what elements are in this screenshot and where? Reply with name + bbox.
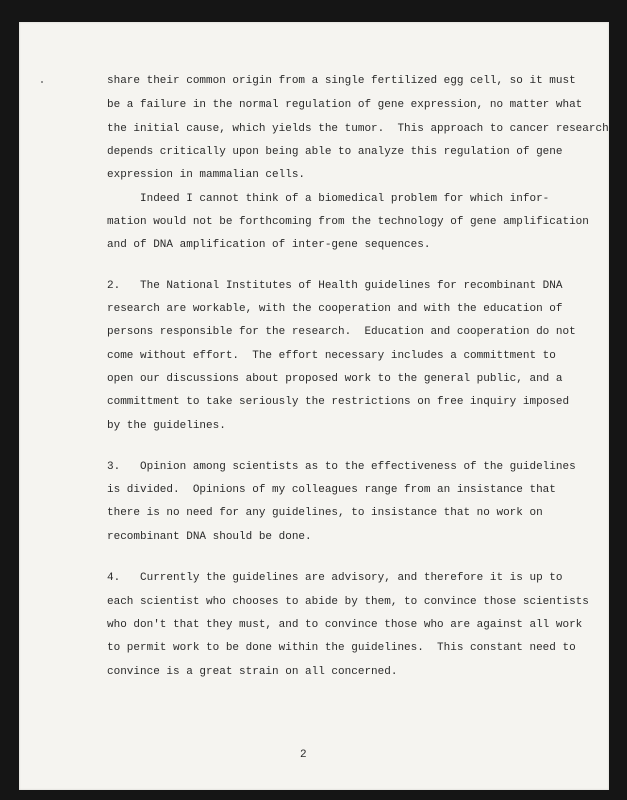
paragraph-2-line: by the guidelines.	[107, 420, 226, 432]
text-line: the initial cause, which yields the tumor. This approach to cancer research	[107, 123, 609, 135]
text-line: Indeed I cannot think of a biomedical problem for which infor-	[107, 193, 550, 205]
paragraph-3-line: 3. Opinion among scientists as to the effectiveness of the guidelines	[107, 461, 576, 473]
paragraph-2-line: open our discussions about proposed work to the general public, and a	[107, 373, 563, 385]
paragraph-3-line: recombinant DNA should be done.	[107, 531, 312, 543]
paragraph-4-line: who don't that they must, and to convince those who are against all work	[107, 619, 583, 631]
document-page	[19, 22, 609, 790]
paragraph-3-line: is divided. Opinions of my colleagues range from an insistance that	[107, 484, 556, 496]
paper-speck	[41, 81, 43, 83]
paragraph-2-line: research are workable, with the cooperation and with the education of	[107, 303, 563, 315]
text-line: share their common origin from a single fertilized egg cell, so it must	[107, 75, 576, 87]
paragraph-4-line: 4. Currently the guidelines are advisory, and therefore it is up to	[107, 572, 563, 584]
paragraph-4-line: to permit work to be done within the guidelines. This constant need to	[107, 642, 576, 654]
text-line: expression in mammalian cells.	[107, 169, 306, 181]
paragraph-2-line: committment to take seriously the restrictions on free inquiry imposed	[107, 396, 570, 408]
page-number: 2	[300, 749, 307, 761]
paragraph-4-line: convince is a great strain on all concerned.	[107, 666, 398, 678]
text-line: depends critically upon being able to analyze this regulation of gene	[107, 146, 563, 158]
paragraph-2-line: persons responsible for the research. Education and cooperation do not	[107, 326, 576, 338]
text-line: mation would not be forthcoming from the technology of gene amplification	[107, 216, 589, 228]
paragraph-2-line: come without effort. The effort necessary includes a committment to	[107, 350, 556, 362]
text-line: and of DNA amplification of inter-gene sequences.	[107, 239, 431, 251]
paragraph-3-line: there is no need for any guidelines, to insistance that no work on	[107, 507, 543, 519]
paragraph-2-line: 2. The National Institutes of Health guidelines for recombinant DNA	[107, 280, 563, 292]
text-line: be a failure in the normal regulation of gene expression, no matter what	[107, 99, 583, 111]
paragraph-4-line: each scientist who chooses to abide by them, to convince those scientists	[107, 596, 589, 608]
